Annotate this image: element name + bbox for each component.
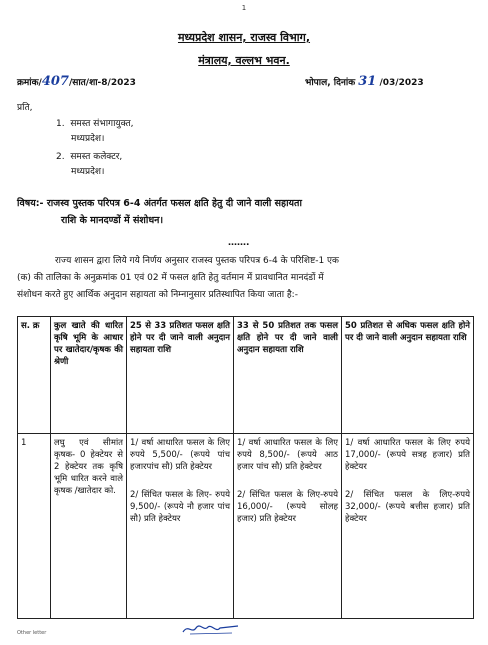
handwritten-number: 407 [41,74,69,89]
signature-scribble [180,622,242,636]
body-line-1: राज्य शासन द्वारा लिये गये निर्णय अनुसार राजस्व पुस्तक परिपत्र 6-4 के परिशिष्ट-1 एक [55,256,339,266]
cell-50-plus-rainfed: 1/ वर्षा आधारित फसल के लिए रुपये 17,000/- (रूपये सत्रह हजार) प्रति हेक्टेयर [345,438,470,472]
subject [17,196,473,211]
header-25-33: 25 से 33 प्रतिशत फसल क्षति होने पर दी जाने वाली अनुदान सहायता राशि [127,317,234,434]
header-sno: स. क्र [18,317,51,434]
separator: ……. [228,238,250,248]
recipient-2: 2. समस्त कलेक्टर, [56,152,123,162]
header-category: कुल खाते की धारित कृषि भूमि के आधार पर खातेदार/कृषक की श्रेणी [51,317,127,434]
body-line-3: संशोधन करते हुए आर्थिक अनुदान सहायता को निम्नानुसार प्रतिस्थापित किया जाता है:- [17,290,298,300]
header-line-2: मंत्रालय, वल्लभ भवन. [198,54,290,67]
place-date: भोपाल, दिनांक 31 /03/2023 [305,74,424,89]
cell-50-plus [342,434,474,619]
cell-25-33-irrigated: 2/ सिंचित फसल के लिए- रुपये 9,500/- (रूपये नौ हजार पांच सौ) प्रति हेक्टेयर [130,490,230,524]
cell-33-50-irrigated: 2/ सिंचित फसल के लिए-रुपये 16,000/- (रूपये सोलह हजार) प्रति हेक्टेयर [237,490,338,524]
handwritten-day: 31 [358,74,377,89]
assistance-table [17,316,474,619]
subject-label: विषय:- [17,198,44,209]
cell-category: लघु एवं सीमांत कृषक- 0 हेक्टेयर से 2 हेक्टेयर तक कृषि भूमि धारित करने वाले कृषक /खातेदार को. [51,434,127,619]
recipient-2-state: मध्यप्रदेश। [71,167,105,177]
subject-line-2: राशि के मानदण्डों में संशोधन। [61,215,164,226]
cell-25-33-rainfed: 1/ वर्षा आधारित फसल के लिए रुपये 5,500/- (रूपये पांच हजारपांच सौ) प्रति हेक्टेयर [130,438,230,472]
cell-33-50 [234,434,342,619]
cell-sno: 1 [18,434,51,619]
subject-line-1: राजस्व पुस्तक परिपत्र 6-4 अंतर्गत फसल क्षति हेतु दी जाने वाली सहायता [46,198,302,209]
table-header-row [18,317,474,434]
cell-25-33 [127,434,234,619]
reference-number: क्रमांक/407/सात/शा-8/2023 [17,74,136,89]
cell-33-50-rainfed: 1/ वर्षा आधारित फसल के लिए रुपये 8,500/- (रूपये आठ हजार पांच सौ) प्रति हेक्टेयर [237,438,338,472]
page-number: 1 [241,4,247,12]
header-line-1: मध्यप्रदेश शासन, राजस्व विभाग, [177,31,311,44]
cell-50-plus-irrigated: 2/ सिंचित फसल के लिए-रुपये 32,000/- (रूपये बत्तीस हजार) प्रति हेक्टेयर [345,490,470,524]
footer-note: Other letter [17,630,47,636]
to-label: प्रति, [17,103,33,113]
table-row [18,434,474,619]
recipient-1-state: मध्यप्रदेश। [71,134,105,144]
body-line-2: (क) की तालिका के अनुक्रमांक 01 एवं 02 में फसल क्षति हेतु वर्तमान में प्रावधानित मानदंडों में [17,273,324,283]
header-50-plus: 50 प्रतिशत से अधिक फसल क्षति होने पर दी जाने वाली अनुदान सहायता राशि [342,317,474,434]
header-33-50: 33 से 50 प्रतिशत तक फसल क्षति होने पर दी जाने वाली अनुदान सहायता राशि [234,317,342,434]
recipient-1: 1. समस्त संभागायुक्त, [56,119,134,129]
